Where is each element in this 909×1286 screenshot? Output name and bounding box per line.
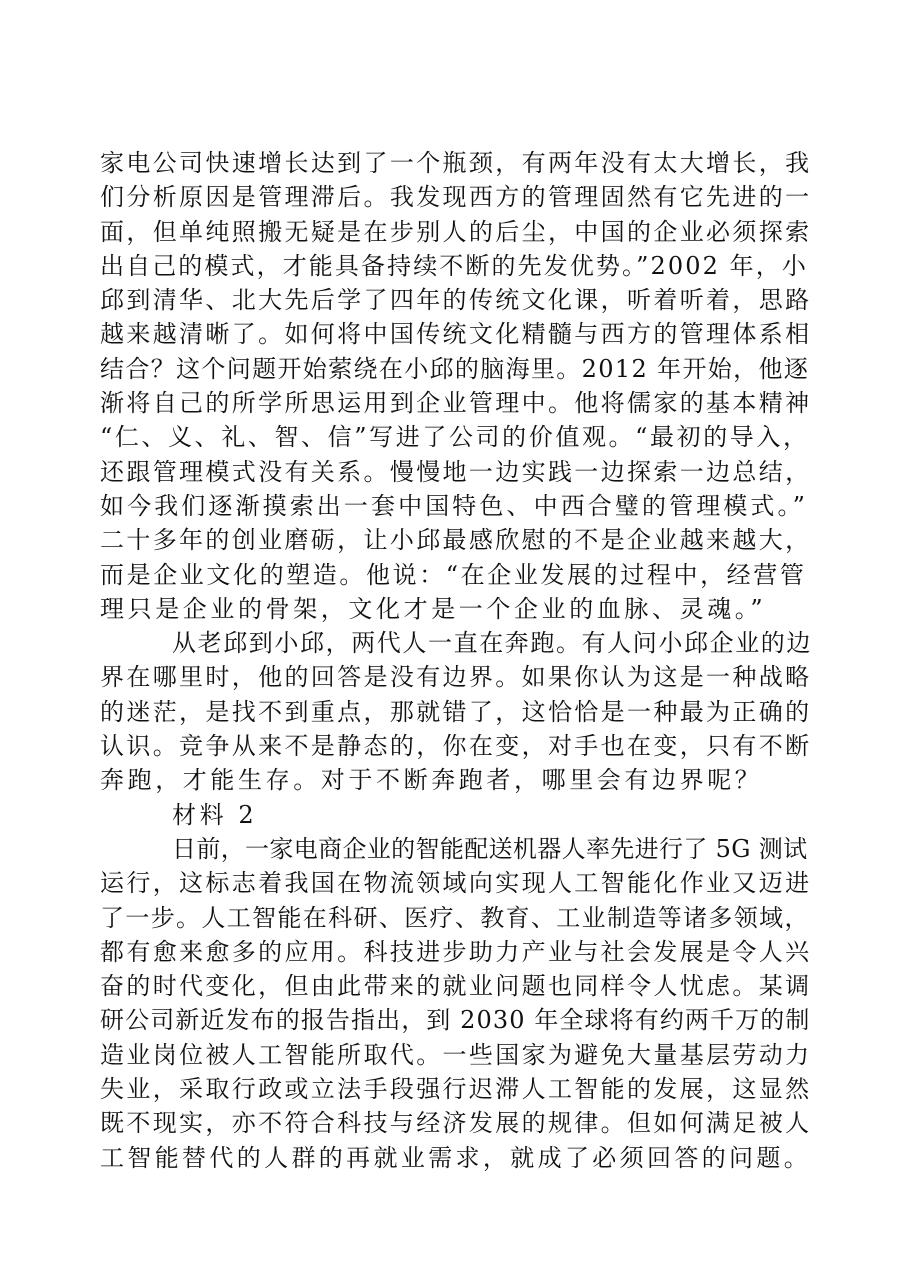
text-line: 越来越清晰了。如何将中国传统文化精髓与西方的管理体系相 <box>100 320 812 349</box>
text-line: 材料 2 <box>172 800 258 829</box>
text-line: 从老邱到小邱，两代人一直在奔跑。有人问小邱企业的边 <box>172 629 812 658</box>
text-line: 奋的时代变化，但由此带来的就业问题也同样令人忧虑。某调 <box>100 972 812 1001</box>
document-body <box>100 146 812 1175</box>
text-line: “仁、义、礼、智、信”写进了公司的价值观。“最初的导入， <box>100 423 810 452</box>
text-line: 二十多年的创业磨砺，让小邱最感欣慰的不是企业越来越大， <box>100 526 812 555</box>
text-line: 们分析原因是管理滞后。我发现西方的管理固然有它先进的一 <box>100 183 812 212</box>
text-line: 如今我们逐渐摸索出一套中国特色、中西合璧的管理模式。” <box>100 491 808 520</box>
text-line: 界在哪里时，他的回答是没有边界。如果你认为这是一种战略 <box>100 663 812 692</box>
text-line: 研公司新近发布的报告指出，到 2030 年全球将有约两千万的制 <box>100 1006 811 1035</box>
text-line: 出自己的模式，才能具备持续不断的先发优势。”2002 年，小 <box>100 251 808 280</box>
text-line: 理只是企业的骨架，文化才是一个企业的血脉、灵魂。” <box>100 594 767 623</box>
text-line: 结合？这个问题开始萦绕在小邱的脑海里。2012 年开始，他逐 <box>100 354 810 383</box>
text-line: 运行，这标志着我国在物流领域向实现人工智能化作业又迈进 <box>100 869 812 898</box>
text-line: 渐将自己的所学所思运用到企业管理中。他将儒家的基本精神 <box>100 389 812 418</box>
text-line: 家电公司快速增长达到了一个瓶颈，有两年没有太大增长，我 <box>100 149 812 177</box>
text-line: 工智能替代的人群的再就业需求，就成了必须回答的问题。 <box>100 1143 812 1172</box>
text-line: 认识。竞争从来不是静态的，你在变，对手也在变，只有不断 <box>100 732 812 761</box>
text-line: 都有愈来愈多的应用。科技进步助力产业与社会发展是令人兴 <box>100 937 812 966</box>
text-line: 既不现实，亦不符合科技与经济发展的规律。但如何满足被人 <box>100 1109 812 1138</box>
text-line: 了一步。人工智能在科研、医疗、教育、工业制造等诸多领域， <box>100 903 810 932</box>
text-line: 面，但单纯照搬无疑是在步别人的后尘，中国的企业必须探索 <box>100 217 812 246</box>
text-line: 失业，采取行政或立法手段强行迟滞人工智能的发展，这显然 <box>100 1075 812 1104</box>
text-line: 日前，一家电商企业的智能配送机器人率先进行了 5G 测试 <box>172 834 808 863</box>
text-line: 还跟管理模式没有关系。慢慢地一边实践一边探索一边总结， <box>100 457 812 486</box>
text-line: 的迷茫，是找不到重点，那就错了，这恰恰是一种最为正确的 <box>100 697 812 726</box>
text-line: 而是企业文化的塑造。他说：“在企业发展的过程中，经营管 <box>100 560 807 589</box>
text-line: 造业岗位被人工智能所取代。一些国家为避免大量基层劳动力 <box>100 1040 812 1069</box>
text-line: 奔跑，才能生存。对于不断奔跑者，哪里会有边界呢？ <box>100 766 763 795</box>
text-line: 邱到清华、北大先后学了四年的传统文化课，听着听着，思路 <box>100 286 812 315</box>
